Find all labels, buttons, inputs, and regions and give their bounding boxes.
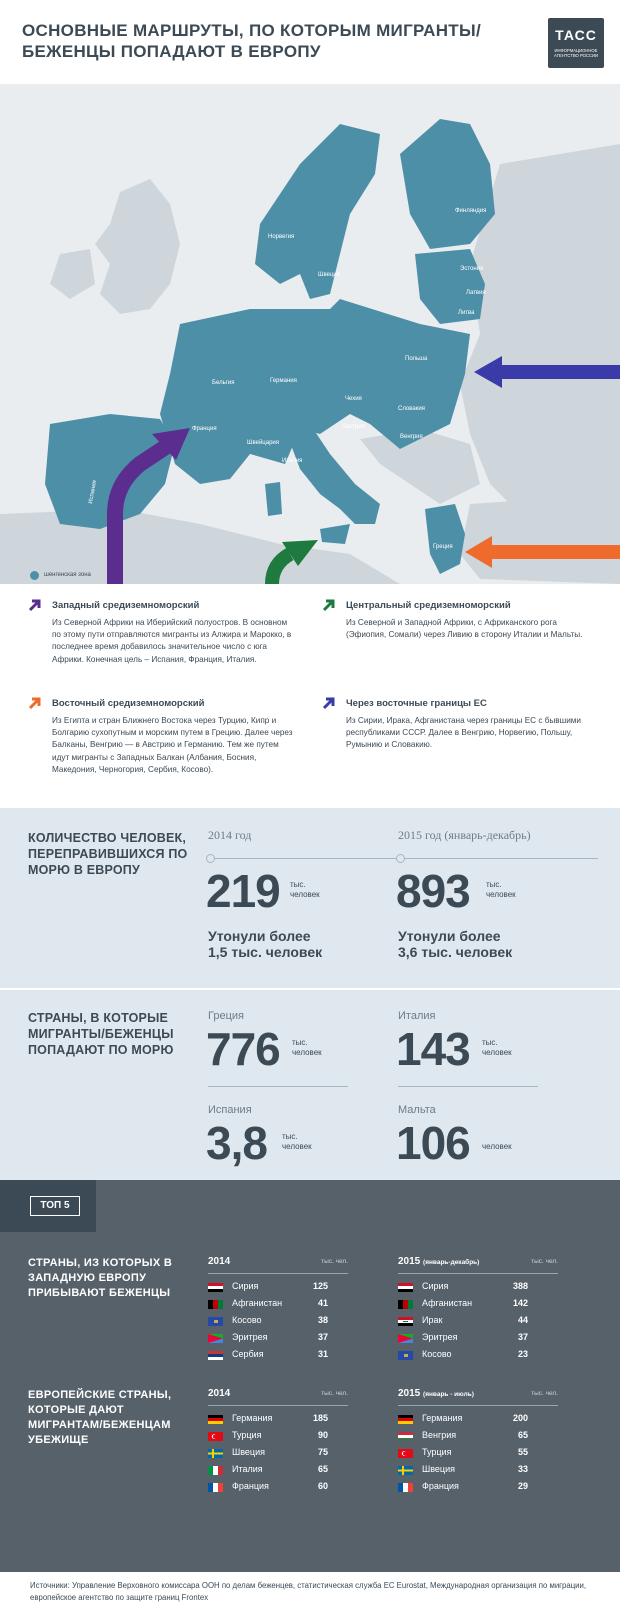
row-value: 33 <box>517 1464 528 1474</box>
origin-2015-header <box>398 1256 558 1274</box>
routes-section <box>0 584 620 808</box>
entry-italy-value: 143 <box>396 1023 470 1075</box>
origin-2014-unit: тыс. чел. <box>321 1258 348 1265</box>
row-name: Сербия <box>232 1349 264 1359</box>
top5-label: ТОП 5 <box>30 1196 80 1216</box>
crossings-2015-unit-top: тыс. <box>486 880 502 889</box>
arrow-up-right-icon <box>322 696 336 710</box>
table-row <box>398 1429 558 1445</box>
row-name: Германия <box>232 1413 273 1423</box>
stats-section <box>0 808 620 1180</box>
flag-iraq-icon <box>398 1317 413 1326</box>
asylum-2015-year <box>398 1388 474 1399</box>
row-value: 60 <box>317 1481 328 1491</box>
tass-logo[interactable] <box>548 18 604 68</box>
table-row <box>398 1446 558 1462</box>
table-row <box>398 1331 558 1347</box>
route-central <box>322 598 592 641</box>
arrow-up-right-icon <box>322 598 336 612</box>
map-legend <box>30 568 91 582</box>
header <box>0 0 620 84</box>
label-sweden: Швеция <box>318 272 340 278</box>
row-name: Сирия <box>232 1281 259 1291</box>
flag-sweden-icon <box>208 1449 223 1458</box>
entry-spain-value: 3,8 <box>206 1117 267 1169</box>
flag-italy-icon <box>208 1466 223 1475</box>
flag-germany-icon <box>398 1415 413 1424</box>
entry-italy-line <box>398 1086 538 1087</box>
row-value: 142 <box>512 1298 528 1308</box>
label-belgium: Бельгия <box>212 380 235 386</box>
row-name: Франция <box>232 1481 269 1491</box>
label-lithuania: Литва <box>458 310 475 316</box>
label-italy: Италия <box>282 458 303 464</box>
asylum-2015-header <box>398 1388 558 1406</box>
sources-text: Источники: Управление Верховного комиссара ООН по делам беженцев, статистическая служба ЕС Eurostat, Международная организация по миграции, европейское агентство по защите границ Frontex <box>30 1581 587 1602</box>
asylum-2014-unit: тыс. чел. <box>321 1390 348 1397</box>
origin-title: СТРАНЫ, ИЗ КОТОРЫХ В ЗАПАДНУЮ ЕВРОПУ ПРИБЫВАЮТ БЕЖЕНЦЫ <box>28 1257 173 1299</box>
land-baltics <box>415 249 485 324</box>
row-name: Эритрея <box>232 1332 268 1342</box>
crossings-2014-value: 219 <box>206 865 280 917</box>
table-row <box>208 1446 348 1462</box>
drowned-2015-line2: 3,6 тыс. человек <box>398 944 513 960</box>
land-sardinia <box>265 482 282 516</box>
table-row <box>208 1348 348 1364</box>
label-estonia: Эстония <box>460 266 484 272</box>
schengen-legend-dot <box>30 571 39 580</box>
origin-2015-unit: тыс. чел. <box>531 1258 558 1265</box>
table-row <box>208 1429 348 1445</box>
origin-2015-year-value: 2015 <box>398 1256 421 1267</box>
europe-map <box>0 84 620 584</box>
table-row <box>208 1480 348 1496</box>
asylum-2015-unit: тыс. чел. <box>531 1390 558 1397</box>
table-row <box>398 1297 558 1313</box>
row-name: Турция <box>232 1430 262 1440</box>
table-row <box>398 1280 558 1296</box>
label-czech: Чехия <box>345 396 362 402</box>
entry-malta-value: 106 <box>396 1117 470 1169</box>
table-row <box>398 1463 558 1479</box>
crossings-2015-unit-bottom: человек <box>486 890 516 899</box>
arrow-up-right-icon <box>28 696 42 710</box>
year-2015-label: 2015 год (январь-декабрь) <box>398 828 531 842</box>
flag-afghanistan-icon <box>398 1300 413 1309</box>
crossings-2014-unit-top: тыс. <box>290 880 306 889</box>
row-value: 31 <box>317 1349 328 1359</box>
flag-france-icon <box>208 1483 223 1492</box>
origin-2015-period: (январь-декабрь) <box>423 1259 480 1266</box>
label-greece: Греция <box>433 544 453 550</box>
row-value: 23 <box>517 1349 528 1359</box>
asylum-2015-year-value: 2015 <box>398 1388 421 1399</box>
table-row <box>398 1314 558 1330</box>
asylum-title: ЕВРОПЕЙСКИЕ СТРАНЫ, КОТОРЫЕ ДАЮТ МИГРАНТАМ/БЕЖЕНЦАМ УБЕЖИЩЕ <box>28 1389 172 1446</box>
label-finland: Финляндия <box>455 208 487 214</box>
flag-serbia-icon <box>208 1351 223 1360</box>
land-sicily <box>320 524 350 544</box>
entry-greece-line <box>208 1086 348 1087</box>
row-value: 55 <box>517 1447 528 1457</box>
asylum-2014-year: 2014 <box>208 1388 231 1399</box>
row-value: 90 <box>317 1430 328 1440</box>
label-germany: Германия <box>270 378 297 384</box>
entry-malta-name: Мальта <box>398 1104 436 1116</box>
label-hungary: Венгрия <box>400 434 423 440</box>
label-latvia: Латвия <box>466 290 486 296</box>
top5-section <box>0 1180 620 1572</box>
logo-mark: ТАСС <box>555 27 597 43</box>
label-spain: Испания <box>88 479 99 505</box>
flag-afghanistan-icon <box>208 1300 223 1309</box>
flag-turkey-icon <box>208 1432 223 1441</box>
origin-2014-header <box>208 1256 348 1274</box>
entry-italy-name: Италия <box>398 1010 436 1022</box>
table-row <box>208 1280 348 1296</box>
land-turkey <box>460 494 620 584</box>
route-west-title: Западный средиземноморский <box>52 599 200 611</box>
label-slovakia: Словакия <box>398 406 425 412</box>
table-row <box>398 1480 558 1496</box>
row-name: Косово <box>422 1349 452 1359</box>
row-value: 41 <box>317 1298 328 1308</box>
row-name: Швеция <box>232 1447 265 1457</box>
asylum-2014-header <box>208 1388 348 1406</box>
row-value: 38 <box>317 1315 328 1325</box>
origin-2015-year <box>398 1256 479 1267</box>
entry-greece-unit-top: тыс. <box>292 1038 308 1047</box>
flag-sweden-icon <box>398 1466 413 1475</box>
flag-kosovo-icon <box>208 1317 223 1326</box>
land-balkans <box>360 429 480 504</box>
row-value: 37 <box>317 1332 328 1342</box>
row-value: 29 <box>517 1481 528 1491</box>
route-west-text: Из Северной Африки на Иберийский полуостров. В основном по этому пути отправляются мигранты из Алжира и Марокко, в последнее время добавилось значительное число с юга Африки. Конечная цель – Испания, Франция, Италия. <box>52 618 292 664</box>
row-value: 65 <box>517 1430 528 1440</box>
entry-spain-name: Испания <box>208 1104 252 1116</box>
arrow-up-right-icon <box>28 598 42 612</box>
asylum-2015-period: (январь - июль) <box>423 1391 474 1398</box>
land-greece <box>425 504 465 574</box>
label-norway: Норвегия <box>268 234 295 240</box>
route-east-land-text: Из Сирии, Ирака, Афганистана через границы ЕС с бывшими республиками СССР. Далее в Венгрию, Норвегию, Польшу, Румынию и Словакию. <box>346 716 582 750</box>
row-name: Афганистан <box>232 1298 283 1308</box>
sea-crossings-title: КОЛИЧЕСТВО ЧЕЛОВЕК, ПЕРЕПРАВИВШИХСЯ ПО МОРЮ В ЕВРОПУ <box>28 831 188 877</box>
flag-france-icon <box>398 1483 413 1492</box>
timeline-dot-2015 <box>396 854 405 863</box>
year-2014-label: 2014 год <box>208 828 252 842</box>
row-name: Турция <box>422 1447 452 1457</box>
flag-germany-icon <box>208 1415 223 1424</box>
row-name: Косово <box>232 1315 262 1325</box>
route-east-sea <box>28 696 298 776</box>
table-row <box>208 1297 348 1313</box>
route-central-title: Центральный средиземноморский <box>346 599 511 611</box>
table-row <box>208 1331 348 1347</box>
drowned-2015-line1: Утонули более <box>398 928 501 944</box>
section-divider <box>0 988 620 990</box>
route-east-sea-title: Восточный средиземноморский <box>52 697 205 709</box>
row-name: Италия <box>232 1464 263 1474</box>
flag-syria-icon <box>398 1283 413 1292</box>
row-name: Швеция <box>422 1464 455 1474</box>
entry-greece-name: Греция <box>208 1010 244 1022</box>
row-name: Венгрия <box>422 1430 457 1440</box>
row-name: Сирия <box>422 1281 449 1291</box>
row-name: Германия <box>422 1413 463 1423</box>
row-value: 388 <box>512 1281 528 1291</box>
row-value: 200 <box>512 1413 528 1423</box>
page-title: ОСНОВНЫЕ МАРШРУТЫ, ПО КОТОРЫМ МИГРАНТЫ/БЕЖЕНЦЫ ПОПАДАЮТ В ЕВРОПУ <box>22 21 481 61</box>
route-east-land-title: Через восточные границы ЕС <box>346 697 487 709</box>
flag-kosovo-icon <box>398 1351 413 1360</box>
entry-spain-unit-bottom: человек <box>282 1142 312 1151</box>
table-row <box>208 1412 348 1428</box>
route-central-text: Из Северной и Западной Африки, с Африканского рога (Эфиопия, Сомали) через Ливию в сторону Италии и Мальты. <box>346 618 583 640</box>
drowned-2014-line2: 1,5 тыс. человек <box>208 944 323 960</box>
label-austria: Австрия <box>342 424 365 430</box>
label-france: Франция <box>192 426 217 432</box>
entry-countries-title: СТРАНЫ, В КОТОРЫЕ МИГРАНТЫ/БЕЖЕНЦЫ ПОПАДАЮТ ПО МОРЮ <box>28 1011 174 1057</box>
entry-greece-value: 776 <box>206 1023 280 1075</box>
flag-eritrea-icon <box>398 1334 413 1343</box>
flag-hungary-icon <box>398 1432 413 1441</box>
entry-italy-unit-top: тыс. <box>482 1038 498 1047</box>
table-row <box>398 1412 558 1428</box>
row-value: 37 <box>517 1332 528 1342</box>
row-value: 185 <box>312 1413 328 1423</box>
row-value: 125 <box>312 1281 328 1291</box>
row-value: 75 <box>317 1447 328 1457</box>
footer <box>0 1572 620 1616</box>
land-ireland <box>50 249 95 299</box>
table-row <box>208 1463 348 1479</box>
map-svg <box>0 84 620 584</box>
route-east-land <box>322 696 592 752</box>
table-row <box>398 1348 558 1364</box>
row-name: Афганистан <box>422 1298 473 1308</box>
row-name: Франция <box>422 1481 459 1491</box>
origin-2014-year: 2014 <box>208 1256 231 1267</box>
row-value: 44 <box>517 1315 528 1325</box>
flag-eritrea-icon <box>208 1334 223 1343</box>
timeline-dot-2014 <box>206 854 215 863</box>
row-name: Эритрея <box>422 1332 458 1342</box>
legend-label: шенгенская зона <box>44 572 91 578</box>
logo-subtitle: ИНФОРМАЦИОННОЕ АГЕНТСТВО РОССИИ <box>554 48 598 58</box>
entry-greece-unit-bottom: человек <box>292 1048 322 1057</box>
crossings-2014-unit-bottom: человек <box>290 890 320 899</box>
top5-badge <box>0 1180 96 1232</box>
label-poland: Польша <box>405 356 428 362</box>
land-finland <box>400 119 495 249</box>
route-west <box>28 598 298 666</box>
entry-italy-unit-bottom: человек <box>482 1048 512 1057</box>
route-east-sea-text: Из Египта и стран Ближнего Востока через Турцию, Кипр и Болгарию сухопутным и морским путем в Грецию. Далее через Балканы, Венгрию — в Австрию и Германию. Тем же путем идут мигранты с Западных Балкан (Албания, Босния, Македония, Черногория, Сербия, Косово). <box>52 716 293 774</box>
table-row <box>208 1314 348 1330</box>
row-name: Ирак <box>422 1315 443 1325</box>
entry-spain-unit-top: тыс. <box>282 1132 298 1141</box>
land-uk <box>95 179 180 314</box>
label-switzerland: Швейцария <box>247 440 280 446</box>
crossings-2015-value: 893 <box>396 865 470 917</box>
entry-malta-unit-bottom: человек <box>482 1142 512 1151</box>
flag-turkey-icon <box>398 1449 413 1458</box>
flag-syria-icon <box>208 1283 223 1292</box>
drowned-2014-line1: Утонули более <box>208 928 311 944</box>
row-value: 65 <box>317 1464 328 1474</box>
